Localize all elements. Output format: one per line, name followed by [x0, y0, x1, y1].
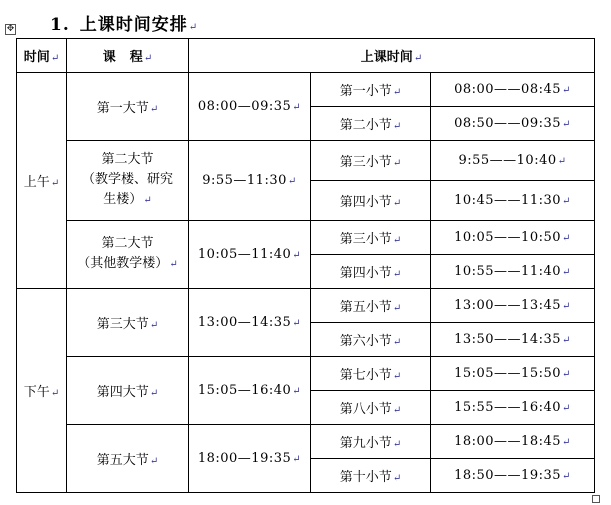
session-name: 第九小节↵: [311, 425, 431, 459]
section-heading: [50, 10, 198, 35]
section-number: 1.: [50, 15, 70, 35]
session-name: 第十小节↵: [311, 459, 431, 493]
session-time: 08:00——08:45↵: [431, 73, 595, 107]
lesson-range: 10:05—11:40↵: [189, 221, 311, 289]
table-resize-handle-icon[interactable]: [592, 495, 600, 503]
session-name: 第五小节↵: [311, 289, 431, 323]
lesson-range: 15:05—16:40↵: [189, 357, 311, 425]
lesson-range: 9:55—11:30↵: [189, 141, 311, 221]
session-name: 第四小节↵: [311, 255, 431, 289]
session-time: 15:05——15:50↵: [431, 357, 595, 391]
header-time: 时间↵: [17, 39, 67, 73]
session-name: 第六小节↵: [311, 323, 431, 357]
table-header-row: [17, 39, 595, 73]
session-time: 15:55——16:40↵: [431, 391, 595, 425]
session-name: 第七小节↵: [311, 357, 431, 391]
session-name: 第三小节↵: [311, 141, 431, 181]
session-time: 10:45——11:30↵: [431, 181, 595, 221]
lesson-cell: 第一大节↵: [67, 73, 189, 141]
session-time: 10:55——11:40↵: [431, 255, 595, 289]
session-time: 18:00——18:45↵: [431, 425, 595, 459]
session-time: 13:50——14:35↵: [431, 323, 595, 357]
section-title: 上课时间安排: [79, 15, 188, 35]
period-morning: 上午↵: [17, 73, 67, 289]
session-name: 第三小节↵: [311, 221, 431, 255]
table-row: [17, 221, 595, 255]
session-name: 第四小节↵: [311, 181, 431, 221]
table-row: [17, 73, 595, 107]
lesson-cell: 第四大节↵: [67, 357, 189, 425]
period-afternoon: 下午↵: [17, 289, 67, 493]
session-time: 08:50——09:35↵: [431, 107, 595, 141]
session-name: 第二小节↵: [311, 107, 431, 141]
table-row: [17, 425, 595, 459]
class-schedule-table: [16, 38, 595, 493]
table-move-handle-icon[interactable]: ✥: [6, 24, 15, 34]
table-row: [17, 357, 595, 391]
header-class-time: 上课时间↵: [189, 39, 595, 73]
header-course: 课 程↵: [67, 39, 189, 73]
lesson-cell: 第五大节↵: [67, 425, 189, 493]
paragraph-mark-icon: ↵: [188, 22, 199, 33]
lesson-cell: 第二大节 （教学楼、研究 生楼）↵: [67, 141, 189, 221]
lesson-range: 13:00—14:35↵: [189, 289, 311, 357]
lesson-range: 18:00—19:35↵: [189, 425, 311, 493]
session-time: 18:50——19:35↵: [431, 459, 595, 493]
session-name: 第八小节↵: [311, 391, 431, 425]
table-row: [17, 141, 595, 181]
session-time: 13:00——13:45↵: [431, 289, 595, 323]
session-name: 第一小节↵: [311, 73, 431, 107]
lesson-cell: 第二大节 （其他教学楼）↵: [67, 221, 189, 289]
lesson-range: 08:00—09:35↵: [189, 73, 311, 141]
session-time: 10:05——10:50↵: [431, 221, 595, 255]
session-time: 9:55——10:40↵: [431, 141, 595, 181]
table-row: [17, 289, 595, 323]
lesson-cell: 第三大节↵: [67, 289, 189, 357]
